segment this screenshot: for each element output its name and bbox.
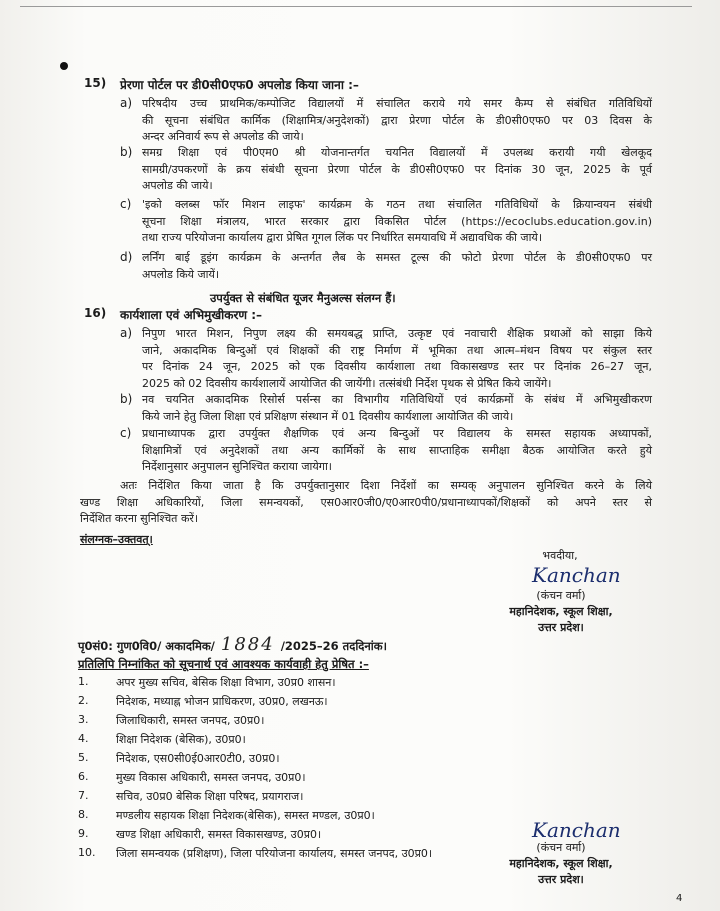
item-16c-label: c) (120, 426, 132, 440)
cc-item: सचिव, उ0प्र0 बेसिक शिक्षा परिषद, प्रयागराज। (116, 790, 304, 803)
cc-number: 2. (78, 694, 89, 707)
signatory-1-state: उत्तर प्रदेश। (538, 621, 584, 634)
cc-item: अपर मुख्य सचिव, बेसिक शिक्षा विभाग, उ0प्र0 शासन। (116, 676, 336, 689)
item-16c-text (142, 426, 652, 476)
item-16b-line: नव चयनित अकादमिक रिसोर्स पर्सन्स का विभागीय गतिविधियों एवं कार्यक्रमों के संबंध में अभिमुखीकरण (142, 393, 652, 406)
cc-item: निदेशक, एस0सी0ई0आर0टी0, उ0प्र0। (116, 752, 280, 765)
item-16b-text (142, 392, 652, 425)
reference-line (78, 634, 387, 655)
signatory-1-name: (कंचन वर्मा) (536, 589, 586, 602)
closing-line: अतः निर्देशित किया जाता है कि उपर्युक्तानुसार दिशा निर्देशों का सम्यक् अनुपालन सुनिश्चित करने के लिये (120, 479, 652, 492)
item-16b-line: किये जाने हेतु जिला शिक्षा एवं प्रशिक्षण संस्थान में 01 दिवसीय कार्यशाला आयोजित की जाये। (142, 409, 514, 423)
item-15a-label: a) (120, 96, 133, 110)
item-16a-line: पर दिनांक 24 जून, 2025 को एक दिवसीय कार्यशाला तथा विकासखण्ड स्तर पर दिनांक 26–27 जून, (142, 360, 652, 374)
item-15c-text (142, 197, 652, 247)
item-15b-line: सामग्री/उपकरणों के क्रय संबंधी सूचना प्रेरणा पोर्टल के डी0सी0एफ0 पर दिनांक 30 जून, 2025 के पूर्व (142, 162, 652, 176)
reference-suffix: /2025–26 तददिनांक। (280, 639, 387, 653)
item-15c-label: c) (120, 197, 132, 211)
item-16b-label: b) (120, 392, 133, 406)
cc-item: शिक्षा निदेशक (बेसिक), उ0प्र0। (116, 733, 246, 746)
item-16c-line: निर्देशानुसार अनुपालन सुनिश्चित कराया जायेगा। (142, 460, 332, 474)
item-15b-line: समग्र शिक्षा एवं पी0एम0 श्री योजनान्तर्गत चयनित विद्यालयों में उपलब्ध करायी गयी खेलकूद (142, 146, 652, 159)
item-15c-line: तथा राज्य परियोजना कार्यालय द्वारा प्रेषित गूगल लिंक पर निर्धारित समयावधि में अद्यावधिक की जाये। (142, 231, 542, 245)
signatory-2-name: (कंचन वर्मा) (536, 841, 586, 854)
closing-line: खण्ड शिक्षा अधिकारियों, जिला समन्वयकों, एस0आर0जी0/ए0आर0पी0/प्रधानाध्यापकों/शिक्षकों को अपने स्तर से (80, 495, 652, 509)
salutation: भवदीया, (542, 549, 578, 562)
cc-number: 7. (78, 789, 89, 802)
item-15a-line: की सूचना संबंधित कार्मिक (शिक्षामित्र/अनुदेशकों) द्वारा प्रेरणा पोर्टल के डी0सी0एफ0 पर 03 दिवस के (142, 113, 652, 127)
item-15d-line: अपलोड किये जायें। (142, 267, 220, 281)
cc-number: 9. (78, 827, 89, 840)
cc-item: निदेशक, मध्याह्न भोजन प्राधिकरण, उ0प्र0, लखनऊ। (116, 695, 328, 708)
cc-number: 5. (78, 751, 89, 764)
signature-2: Kanchan (532, 818, 621, 842)
item-15c-line: सूचना शिक्षा मंत्रालय, भारत सरकार द्वारा विकसित पोर्टल (https://ecoclubs.education.gov.in) (142, 214, 652, 228)
cc-item: जिला समन्वयक (प्रशिक्षण), जिला परियोजना कार्यालय, समस्त जनपद, उ0प्र0। (116, 847, 433, 860)
item-15d-label: d) (120, 250, 133, 264)
top-rule (20, 6, 692, 7)
section-15-number: 15) (84, 76, 107, 90)
cc-number: 8. (78, 808, 89, 821)
signatory-1-designation: महानिदेशक, स्कूल शिक्षा, (509, 605, 613, 618)
item-15d-text (142, 250, 652, 283)
item-16a-label: a) (120, 326, 133, 340)
closing-paragraph (80, 478, 652, 528)
item-15a-line: परिषदीय उच्च प्राथमिक/कम्पोजिट विद्यालयों में संचालित कराये गये समर कैम्प से संबंधित गतिविधियों (142, 97, 652, 110)
item-16a-text (142, 326, 652, 392)
item-16a-line: 2025 को 02 दिवसीय कार्यशालायें आयोजित की जायेंगी। तत्संबंधी निर्देश पृथक से प्रेषित किये जायेंगे। (142, 376, 552, 390)
reference-prefix: पृ0सं0: गुण0वि0/ अकादमिक/ (78, 639, 215, 653)
closing-line: निर्देशित करना सुनिश्चित करें। (80, 512, 199, 526)
item-15b-line: अपलोड की जाये। (142, 179, 213, 193)
item-15b-label: b) (120, 145, 133, 159)
signature-1: Kanchan (532, 563, 621, 587)
cc-number: 1. (78, 675, 89, 688)
enclosure-note: संलग्नक–उक्तवत्। (80, 533, 153, 546)
cc-item: खण्ड शिक्षा अधिकारी, समस्त विकासखण्ड, उ0प्र0। (116, 828, 322, 841)
signatory-2-block (486, 840, 636, 888)
item-15d-line: लर्निंग बाई डूइंग कार्यक्रम के अन्तर्गत लैब के समस्त टूल्स की फोटो प्रेरणा पोर्टल के डी0सी0एफ0 पर (142, 251, 652, 264)
item-16c-line: प्रधानाध्यापक द्वारा उपर्युक्त शैक्षणिक एवं अन्य बिन्दुओं पर विद्यालय के समस्त सहायक अध्यापकों, (142, 427, 652, 440)
item-15c-line: 'इको क्लब्स फॉर मिशन लाइफ' कार्यक्रम के गठन तथा संचालित गतिविधियों के क्रियान्वयन संबंधी (142, 198, 652, 211)
cc-number: 4. (78, 732, 89, 745)
copy-to-heading: प्रतिलिपि निम्नांकित को सूचनार्थ एवं आवश्यक कार्यवाही हेतु प्रेषित :– (78, 657, 369, 671)
cc-number: 10. (78, 846, 96, 859)
section-16-number: 16) (84, 306, 107, 320)
cc-item: मुख्य विकास अधिकारी, समस्त जनपद, उ0प्र0। (116, 771, 306, 784)
punch-hole-dot (60, 62, 68, 70)
section-15-title: प्रेरणा पोर्टल पर डी0सी0एफ0 अपलोड किया जाना :– (120, 78, 359, 92)
cc-number: 3. (78, 713, 89, 726)
signatory-1-block (486, 588, 636, 636)
cc-item: जिलाधिकारी, समस्त जनपद, उ0प्र0। (116, 714, 265, 727)
item-15a-text (142, 96, 652, 146)
section-16-title: कार्यशाला एवं अभिमुखीकरण :– (120, 308, 263, 322)
cc-number: 6. (78, 770, 89, 783)
signatory-2-designation: महानिदेशक, स्कूल शिक्षा, (509, 857, 613, 870)
item-16c-line: शिक्षामित्रों एवं अनुदेशकों तथा अन्य कार्मिकों के साथ साप्ताहिक समीक्षा बैठक आयोजित करते हुये (142, 443, 652, 457)
item-16a-line: जाने, अकादमिक बिन्दुओं एवं शिक्षकों की राष्ट्र निर्माण में भूमिका तथा आत्म–मंथन विषय पर संकुल स्तर (142, 343, 652, 357)
page-number: 4 (676, 893, 683, 904)
item-15a-line: अन्दर अनिवार्य रूप से अपलोड की जाये। (142, 130, 304, 144)
item-15b-text (142, 145, 652, 195)
item-16a-line: निपुण भारत मिशन, निपुण लक्ष्य की समयबद्ध प्राप्ति, उत्कृष्ट एवं नवाचारी शैक्षिक प्रथाओं को साझा किये (142, 327, 652, 340)
signatory-2-state: उत्तर प्रदेश। (538, 873, 584, 886)
user-manual-note: उपर्युक्त से संबंधित यूजर मैनुअल्स संलग्न हैं। (210, 291, 396, 305)
reference-number: 1884 (220, 634, 275, 655)
cc-item: मण्डलीय सहायक शिक्षा निदेशक(बेसिक), समस्त मण्डल, उ0प्र0। (116, 809, 375, 822)
